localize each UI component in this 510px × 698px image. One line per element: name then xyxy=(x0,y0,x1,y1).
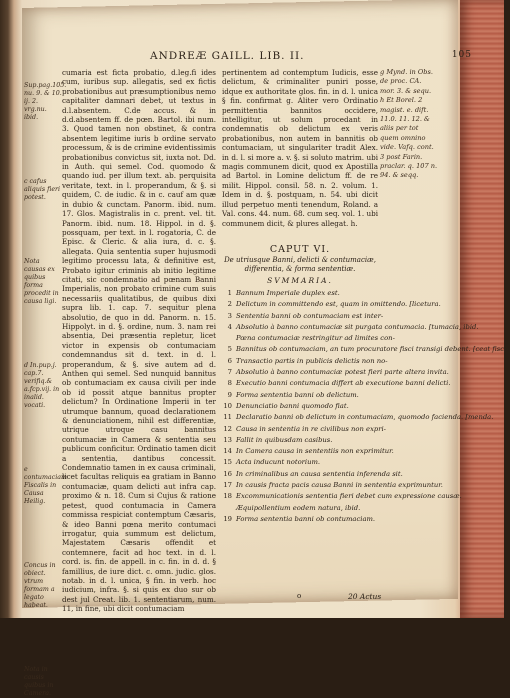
left-column-text xyxy=(62,68,216,614)
margin-note: Concus in obiect. vtrum formam a legato habeat. xyxy=(24,562,56,609)
margin-note: d In.pup.j. cap.7. verifiq.& a.fcp.vij. in inalid. vocati. xyxy=(24,362,60,409)
summaria-item: 10 Denunciatio banni quomodo fiat. xyxy=(223,401,349,410)
signature-mark: o xyxy=(297,592,302,600)
summaria-item: 19 Forma sententia banni ob contumaciam. xyxy=(223,514,376,523)
summaria-item: 7 Absolutio à banno contumaciæ potest fieri parte altera invita. xyxy=(227,368,449,377)
catchword: 20 Actus xyxy=(348,592,382,601)
right-column-text xyxy=(222,68,378,243)
summaria-item: 18 Excommunicationis sententia fieri debet cum expressione causæ. xyxy=(223,492,462,501)
summaria-item: 2 Delictum in committendo est, quam in omittendo. [licetura. xyxy=(227,300,441,309)
margin-note: Nota causas ex quibus forma procedit in causa ligi. xyxy=(24,258,59,305)
margin-note: Sup.pag.105. nu. 9. & 10. ij. 2. vrg.nu. ibid. xyxy=(24,82,67,121)
summaria-item: 15 Acta inducunt notorium. xyxy=(223,458,321,467)
chapter-heading: CAPUT VI. xyxy=(269,244,331,255)
margin-note: g Mynd. in Obs. de proc. CA. mor. 3. & sequ. xyxy=(380,68,434,95)
margin-note: Nota in causis quibus in Camera. xyxy=(24,666,54,697)
summaria-heading: SVMMARIA. xyxy=(267,276,333,285)
margin-note: e contumaciam Fiscalis in Causa Heilig. xyxy=(24,466,67,505)
right-margin-notes xyxy=(380,68,438,268)
page-number: 105 xyxy=(451,50,472,60)
header-title: ANDREÆ GAILL. LIB. II. xyxy=(150,50,305,62)
summaria-item: 6 Transactio partis in publicis delictis non no- xyxy=(227,356,388,365)
left-margin-notes xyxy=(24,82,67,697)
summaria-item: Pœna contumaciæ restringitur ad limites con- xyxy=(236,334,395,343)
summaria-item: 17 In causis fracta pacis causa Banni in sententia exprimuntur. xyxy=(223,481,443,490)
body-paragraph: pertinentem ad contemptum Iudicis, esse delictum, & criminaliter puniri posse, idque ex authoritate glos. fin. in d. l. unica § fin. confirmat g. Aliter vero Ordinatio permittentia bannitos occidere, intelligitur, ut solum procedant in condemnatis ob delictum ex veris probationibus, non autem in bannitis ob contumaciam, ut singulariter tradit Alex. in d. l. si more a. v. §. si soluto matrim. ubi magis communem dicit, quod ex Apostilla ad Bartol. in Lomine delictum ff. de re milit. Hippol. consil. 58. n. 2. volum. 1. Idem in d. §. postquam, n. 54. ubi dicit illud perpetuo menti tenendum, Roland. a Val. cons. 44. num. 68. cum seq. vol. 1. ubi communem dicit, & plures allegat. h. xyxy=(222,68,378,228)
summaria-item: Æquipollentium eodem natura, ibid. xyxy=(236,503,361,512)
running-header xyxy=(150,50,480,64)
summaria-item: 14 In Camera causa in sententiis non exprimitur. xyxy=(223,447,394,456)
summaria-item: 16 In criminalibus an causa sententia inferenda sit. xyxy=(223,469,403,478)
chapter-subtitle: De utriusque Banni, delicti & contumaciæ, differentia, & forma sententiæ. xyxy=(224,256,376,273)
summaria-item: 8 Executio banni contumacia differt ab executione banni delicti. xyxy=(227,379,451,388)
margin-note: h Et Borel. 2 magist. e. dift. 11.0. 11. 12. & aliis per tot quem omnino vide. Vafq. cont. 3 post Farin. praclar. q. 107 n. 94. & seqq. xyxy=(380,96,438,180)
summaria-item: 11 Declaratio banni ob delictum in contumaciam, quomodo facienda. [menda. xyxy=(223,413,494,422)
margin-note: c cafus aliquis fieri potest. xyxy=(24,178,61,201)
summaria-item: 12 Causa in sententia in re civilibus non expri- xyxy=(223,424,386,433)
page-edges xyxy=(460,0,504,618)
summaria-item: 4 Absolutio à banno contumaciæ sit purgata contumacia. [tumacia, ibid. xyxy=(227,322,479,331)
summaria-item: 1 Bannum Imperiale duplex est. xyxy=(227,289,340,297)
body-paragraph: cumaria est ficta probatio, d.leg.fi ides cum, iuribus sup. allegatis, sed ex fictis probationibus aut præsumptionibus nemo capitaliter damnari debet, ut textus in d.l.absentem. C.de accus. & in d.d.absentem ff. de pœn. Bartol. ibi num. 3. Quod tamen non obstinet, & contra absentem legitime iuris b ordine servato processum, & is de crimine evidentissimis probationibus convictus sit, iuxta not. Dd. in Auth. qui semel. Cod. quomodo & quando iud. per illum text. ab. perquisita veritate, text. in l. properandum, & §. si quidem, C. de iudic. & in c. cauf am quæ in dubio & cunctam. Panorm. ibid. num. 17. Glos. Magistralis in c. prent. vel. tit. Panorm. ibid. num. 18. Hippol. in d. §. possquam, per text. in l. rogatoria, C. de Episc. & Cleric. & alia iura, d. c. §. allegata. Quia sententia super hujusmodi legitimo processu lata, & definitive est, Probato igitur criminis ab initio legitime citati, sic condemnatio ad pœnam Banni Imperialis, non probato crimine cum suis necessariis qualitatibus, de quibus dixi supra lib. 1. cap. 7. sequitur plena absolutio, de quo in dd. Panorm. n. 15. Hippolyt. in d. §. ordine, num. 3. nam rei absentia, Dei præsentia repletur, licet victor in expensis ob contumaciam condemnandus sit d. text. in d. l. properandum, & §. sive autem ad d. Anthen qui semel. Sed nunquid bannitus ob contumaciam ex causa civili per inde ob id possit atque bannitus propter delictum? In Ordinatione Imperii in ter utrumque bannum, quoad declarationem & denunciationem, nihil est differentiæ, utrique utroque casu bannitus contumaciæ in Camera & sententia seu publicum conficitur. Ordinatio tamen dicit a sententia, dantibus concessit. Condemnatio tamen in ex causa criminali, licet facultas reliquis ea gratiam in Banno contumaciæ, quam delicti aut infra cap. proximo & n. 18. Cum si Cujus & ratione petest, quod contumacia in Camera commissa respiciat contemptum Cæsaris, & ideo Banni pœna merito contumaci irrogatur, quia summum est delictum, Majestatem Cæsaris offendit et contemnere, facit ad hoc text. in d. l. cord. is. fin. de appell. in c. fin. in d. d. § famillius, de iure dict. c. omn. judic. glos. notab. in d. l. unica, § fin. in verb. hoc iudicium, infra. §. si quis ex duo sur ob dest jul Creat. lib. 1. sententiarum, num. 11, in fine, ubi dicit contumaciam xyxy=(62,68,216,614)
summaria-item: 9 Forma sententia banni ob delictum. xyxy=(227,390,359,399)
summaria-item: 13 Fallit in quibusdam casibus. xyxy=(223,435,333,444)
summaria-item: 3 Sententia banni ob contumaciam est inter- xyxy=(227,311,384,320)
summaria-list xyxy=(220,288,510,588)
summaria-item: 5 Bannitus ob contumaciam, an tum procuratore fisci transigi debent. [ceat fisco. xyxy=(227,345,510,354)
